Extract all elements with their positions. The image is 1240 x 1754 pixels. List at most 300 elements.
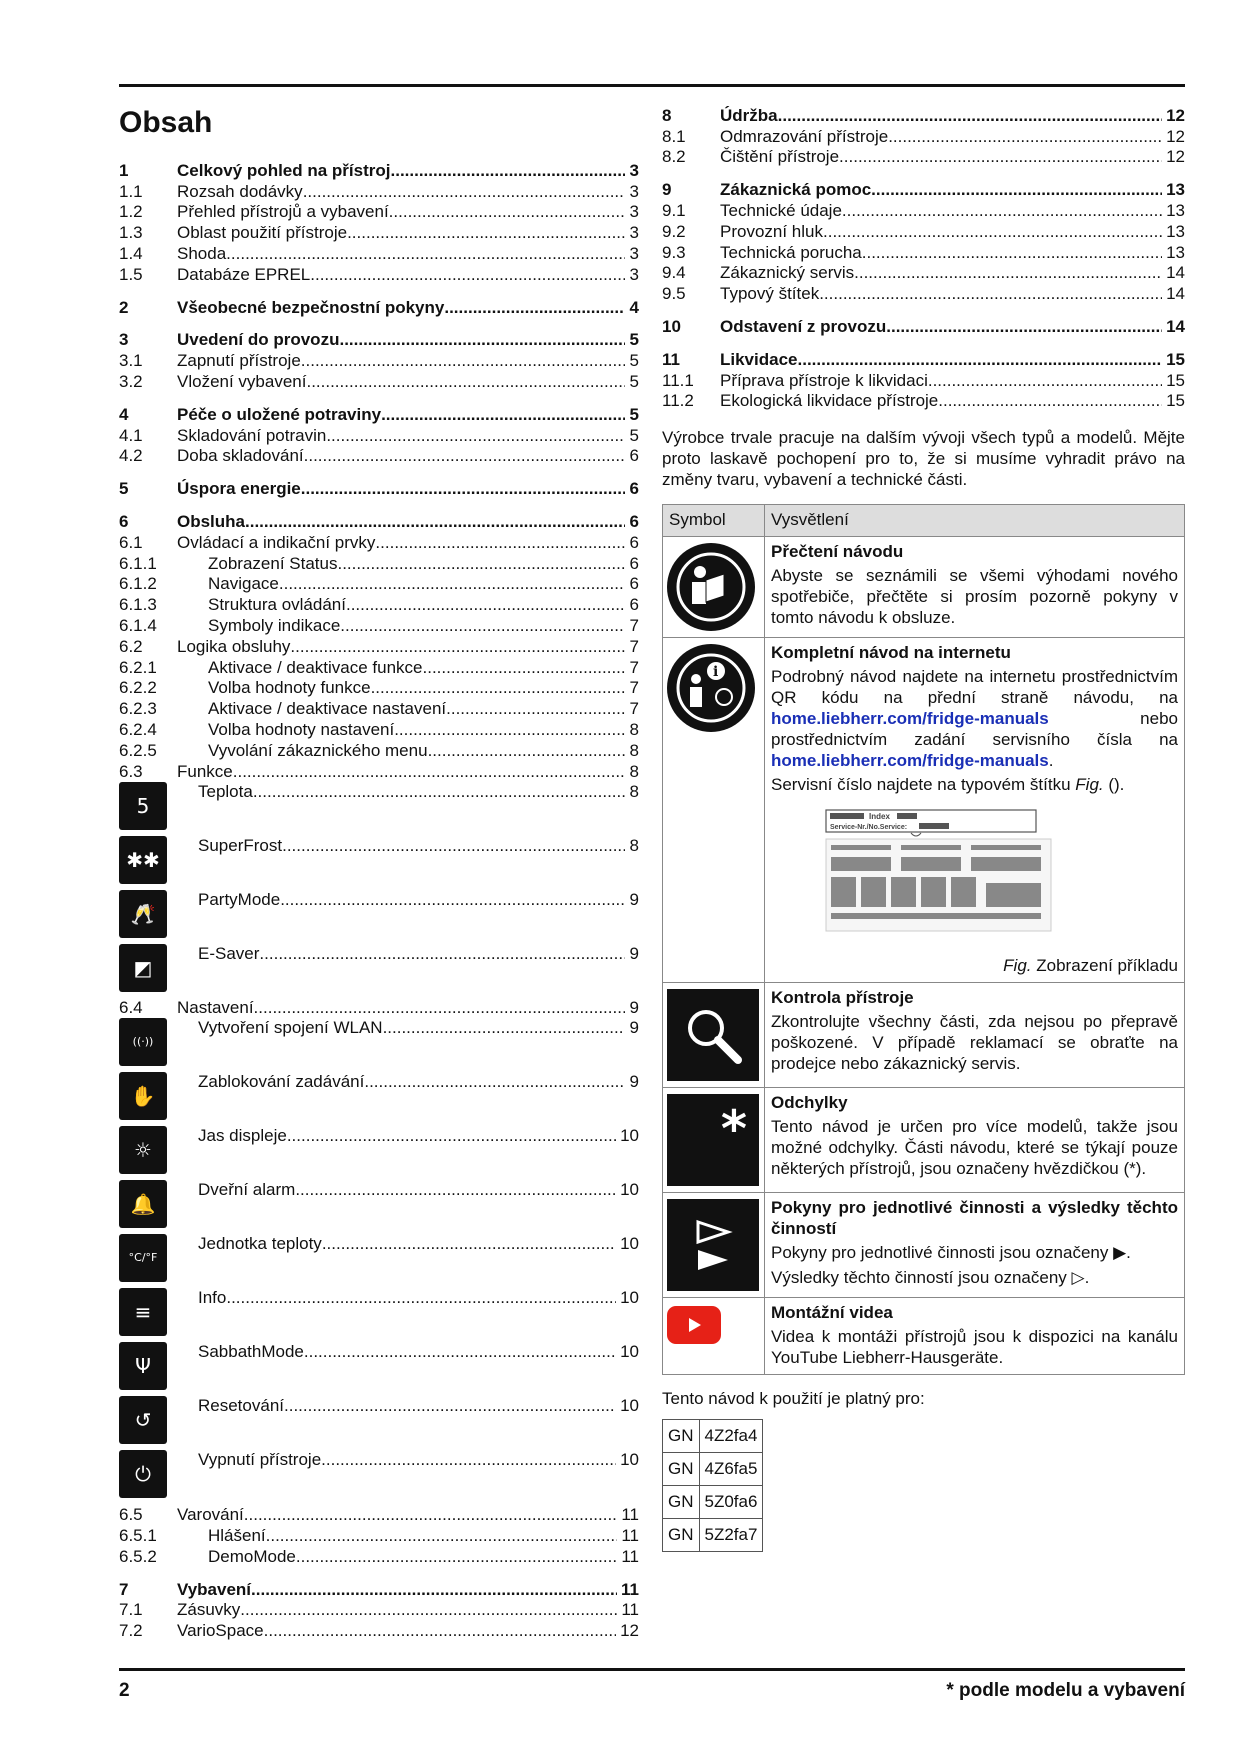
toc-entry-superfrost[interactable] xyxy=(119,836,639,890)
toc-leader xyxy=(819,284,1162,304)
toc-label: Vybavení xyxy=(177,1579,252,1599)
toc-leader xyxy=(303,182,625,202)
toc-label: Provozní hluk xyxy=(720,221,823,241)
toc-label: Typový štítek xyxy=(720,284,820,304)
door-alarm-icon: 🔔 xyxy=(119,1180,167,1228)
toc-page: 11 xyxy=(621,1579,639,1599)
toc-entry-sabbathmode[interactable] xyxy=(119,1342,639,1396)
toc-leader xyxy=(245,512,625,532)
toc-leader xyxy=(254,998,625,1018)
toc-leader xyxy=(301,479,625,499)
toc-leader xyxy=(839,147,1162,167)
sabbathmode-icon: Ψ xyxy=(119,1342,167,1390)
symbol-table: Symbol Vysvětlení Přečtení návodu Abyste se seznámili se všemi výhodami nového spotřebiče, přečtěte si prosím pozorně pokyny v tomto návodu k obsluze. i Kompletní návod na internetu Podrobný návod najdete na internetu prostřednictvím QR kódu na přední straně návodu, na home.liebherr.com/fridge-manuals nebo prostřednictvím zadání servisního čísla na home.liebherr.com/fridge-manuals. Servisní číslo najdete na typovém štítku Fig. (). Index Service-Nr./No.Service: Fig. Zobrazení příkladu Kontrola přístroje Zkontrolujte všechny části, zda nejsou po přepravě poškozené. V případě reklamací se obraťte na prodejce nebo zákaznický servis. * Odchylky Tento návod je určen pro více modelů, takže jsou možné odchylky. Části návodu, které se týkají pouze některých přístrojů, jsou označeny hvězdičkou (*). Pokyny pro jednotlivé činnosti a výsledky těchto činností Pokyny pro jednotlivé činnosti jsou označeny ▶. Výsledky těchto činností jsou označeny ▷. Montážní videa Videa k montáži přístrojů jsou k dispozici na kanálu YouTube Liebherr-Hausgeräte. xyxy=(662,504,1185,1375)
toc-number: 1.4 xyxy=(119,243,143,263)
toc-label: Aktivace / deaktivace nastavení xyxy=(208,699,447,719)
model-row xyxy=(663,1453,763,1486)
toc-label: Odstavení z provozu xyxy=(720,316,887,336)
toc-page: 11 xyxy=(621,1525,639,1545)
online-manual-heading: Kompletní návod na internetu xyxy=(771,643,1011,663)
toc-entry[interactable] xyxy=(119,202,639,223)
toc-page: 6 xyxy=(629,574,639,594)
toc-entry[interactable] xyxy=(662,242,1185,263)
toc-number: 8 xyxy=(662,105,672,125)
top-rule xyxy=(119,84,1185,87)
toc-leader xyxy=(346,595,625,615)
toc-entry[interactable] xyxy=(662,349,1185,370)
toc-entry[interactable] xyxy=(119,478,639,499)
toc-page: 13 xyxy=(1166,180,1185,200)
toc-leader xyxy=(280,890,625,910)
toc-label: Technická porucha xyxy=(720,242,862,262)
toc-number: 6.5 xyxy=(119,1505,143,1525)
toc-label: Úspora energie xyxy=(177,479,301,499)
toc-entry[interactable] xyxy=(662,263,1185,284)
toc-entry-e-saver[interactable] xyxy=(119,944,639,998)
toc-label: Vložení vybavení xyxy=(177,371,307,391)
toc-entry[interactable] xyxy=(119,636,639,657)
toc-leader xyxy=(337,554,625,574)
toc-leader xyxy=(226,244,625,264)
toc-page: 5 xyxy=(629,371,639,391)
youtube-icon xyxy=(667,1306,721,1344)
toc-leader xyxy=(444,298,625,318)
toc-number: 6.2.2 xyxy=(119,678,157,698)
toc-page: 6 xyxy=(629,479,639,499)
toc-leader xyxy=(823,222,1162,242)
toc-number: 9.4 xyxy=(662,263,686,283)
toc-label: Zablokování zadávání xyxy=(198,1072,365,1092)
toc-page: 6 xyxy=(629,511,639,531)
toc-label: VarioSpace xyxy=(177,1621,264,1641)
toc-page: 10 xyxy=(620,1180,639,1200)
toc-entry[interactable] xyxy=(119,761,639,782)
toc-label: Doba skladování xyxy=(177,446,304,466)
toc-entry[interactable] xyxy=(119,594,639,615)
toc-leader xyxy=(938,391,1162,411)
toc-entry-partymode[interactable] xyxy=(119,890,639,944)
toc-number: 4 xyxy=(119,404,129,424)
toc-page: 6 xyxy=(629,446,639,466)
toc-number: 9.2 xyxy=(662,221,686,241)
toc-leader xyxy=(244,1505,618,1525)
type-plate-figure xyxy=(821,805,1061,955)
toc-page: 10 xyxy=(620,1396,639,1416)
toc-label: Čištění přístroje xyxy=(720,147,840,167)
toc-entry[interactable] xyxy=(662,370,1185,391)
toc-entry[interactable] xyxy=(662,147,1185,168)
toc-entry[interactable] xyxy=(662,283,1185,304)
toc-leader xyxy=(306,372,625,392)
steps-heading: Pokyny pro jednotlivé činnosti a výsledky těchto činností xyxy=(771,1198,1178,1239)
toc-number: 3.2 xyxy=(119,371,143,391)
toc-page: 9 xyxy=(629,1072,639,1092)
model-series: GN xyxy=(663,1453,700,1486)
online-manual-icon xyxy=(667,644,755,732)
toc-number: 7.2 xyxy=(119,1621,143,1641)
temperature-unit-icon: °C/°F xyxy=(119,1234,167,1282)
toc-leader xyxy=(304,1342,616,1362)
toc-page: 10 xyxy=(620,1450,639,1470)
toc-number: 6.5.1 xyxy=(119,1525,157,1545)
toc-page: 15 xyxy=(1166,370,1185,390)
toc-leader xyxy=(279,574,625,594)
figure-caption-fig: Fig. xyxy=(1003,956,1032,976)
toc-page: 15 xyxy=(1166,349,1185,369)
toc-number: 6.2.3 xyxy=(119,699,157,719)
footer-note: * podle modelu a vybavení xyxy=(946,1680,1185,1701)
toc-label: Zákaznický servis xyxy=(720,263,855,283)
toc-page: 10 xyxy=(620,1288,639,1308)
toc-entry[interactable] xyxy=(119,330,639,351)
toc-page: 7 xyxy=(629,636,639,656)
models-table xyxy=(662,1419,763,1552)
toc-entry[interactable] xyxy=(119,1525,639,1546)
toc-leader xyxy=(394,720,625,740)
toc-entry[interactable] xyxy=(119,678,639,699)
toc-leader xyxy=(446,699,625,719)
model-row xyxy=(663,1486,763,1519)
toc-leader xyxy=(304,446,625,466)
steps-text-2: Výsledky těchto činností jsou označeny ▷. xyxy=(771,1268,1090,1288)
toc-entry[interactable] xyxy=(119,297,639,318)
toc-page: 10 xyxy=(620,1234,639,1254)
toc-label: Zásuvky xyxy=(177,1600,241,1620)
toc-leader xyxy=(842,201,1162,221)
toc-number: 6.2.5 xyxy=(119,740,157,760)
toc-leader xyxy=(240,1600,617,1620)
toc-entry[interactable] xyxy=(119,998,639,1019)
toc-leader xyxy=(389,202,625,222)
toc-entry[interactable] xyxy=(119,222,639,243)
toc-number: 8.2 xyxy=(662,147,686,167)
toc-leader xyxy=(264,1621,616,1641)
toc-leader xyxy=(233,762,625,782)
type-plate-index-label: Index xyxy=(869,812,890,822)
toc-entry[interactable] xyxy=(662,179,1185,200)
toc-entry[interactable] xyxy=(119,1620,639,1641)
toc-page: 9 xyxy=(629,943,639,963)
toc-leader xyxy=(290,637,625,657)
toc-label: Ekologická likvidace přístroje xyxy=(720,391,939,411)
toc-number: 11.2 xyxy=(662,391,694,411)
toc-label: Funkce xyxy=(177,761,233,781)
toc-entry[interactable] xyxy=(119,615,639,636)
toc-number: 3 xyxy=(119,330,129,350)
model-code: 5Z0fa6 xyxy=(699,1486,763,1519)
toc-entry[interactable] xyxy=(662,200,1185,221)
toc-number: 6.2 xyxy=(119,636,143,656)
toc-number: 9.5 xyxy=(662,284,686,304)
toc-entry[interactable] xyxy=(119,160,639,181)
toc-label: DemoMode xyxy=(208,1546,296,1566)
toc-leader xyxy=(798,350,1163,370)
toc-entry-wlan[interactable] xyxy=(119,1018,639,1072)
toc-label: Volba hodnoty funkce xyxy=(208,678,371,698)
toc-page: 5 xyxy=(629,404,639,424)
toc-leader xyxy=(301,351,625,371)
toc-page: 8 xyxy=(629,781,639,801)
toc-page: 7 xyxy=(629,657,639,677)
toc-label: Přehled přístrojů a vybavení xyxy=(177,202,389,222)
toc-entry[interactable] xyxy=(662,105,1185,126)
toc-page: 13 xyxy=(1166,242,1185,262)
toc-entry[interactable] xyxy=(119,425,639,446)
model-code: 4Z2fa4 xyxy=(699,1420,763,1453)
toc-leader xyxy=(284,1396,616,1416)
online-manual-text-1: Podrobný návod najdete na internetu prostřednictvím QR kódu na přední straně návodu, na xyxy=(771,667,1178,708)
toc-label: Rozsah dodávky xyxy=(177,181,303,201)
toc-page: 11 xyxy=(621,1600,639,1620)
toc-page: 9 xyxy=(629,889,639,909)
toc-leader xyxy=(886,317,1162,337)
toc-page: 7 xyxy=(629,699,639,719)
toc-label: Vytvoření spojení WLAN xyxy=(198,1018,383,1038)
read-manual-icon xyxy=(667,543,755,631)
toc-page: 11 xyxy=(621,1546,639,1566)
toc-leader xyxy=(371,678,625,698)
toc-page: 12 xyxy=(1166,105,1185,125)
manual-link-1[interactable]: home.liebherr.com/fridge-manuals xyxy=(771,709,1049,729)
toc-list-right xyxy=(662,105,1185,411)
device-check-text: Zkontrolujte všechny části, zda nejsou po přepravě poškozené. V případě reklamací se obraťte na prodejce nebo zákaznický servis. xyxy=(771,1012,1178,1074)
toc-number: 7 xyxy=(119,1579,129,1599)
toc-entry[interactable] xyxy=(119,1600,639,1621)
toc-number: 11.1 xyxy=(662,370,694,390)
toc-page: 6 xyxy=(629,532,639,552)
toc-leader xyxy=(339,330,625,350)
toc-entry[interactable] xyxy=(662,221,1185,242)
toc-entry-reset[interactable] xyxy=(119,1396,639,1450)
bottom-rule xyxy=(119,1668,1185,1671)
magnifier-icon xyxy=(667,989,759,1081)
toc-page: 7 xyxy=(629,615,639,635)
toc-leader xyxy=(381,405,625,425)
toc-label: Dveřní alarm xyxy=(198,1180,296,1200)
superfrost-icon: ✱✱ xyxy=(119,836,167,884)
wlan-icon: ((·)) xyxy=(119,1018,167,1066)
toc-number: 1.1 xyxy=(119,181,143,201)
toc-entry[interactable] xyxy=(119,350,639,371)
videos-heading: Montážní videa xyxy=(771,1303,893,1323)
toc-leader xyxy=(871,180,1162,200)
toc-entry[interactable] xyxy=(119,532,639,553)
toc-number: 4.2 xyxy=(119,446,143,466)
toc-label: Vypnutí přístroje xyxy=(198,1450,322,1470)
toc-label: Obsluha xyxy=(177,511,246,531)
input-lock-icon: ✋ xyxy=(119,1072,167,1120)
toc-number: 6.1.2 xyxy=(119,574,157,594)
toc-leader xyxy=(423,658,625,678)
toc-leader xyxy=(226,1288,616,1308)
read-manual-text: Abyste se seznámili se všemi výhodami nového spotřebiče, přečtěte si prosím pozorně pokyny v tomto návodu k obsluze. xyxy=(771,566,1178,628)
toc-entry[interactable] xyxy=(119,1504,639,1525)
toc-label: Shoda xyxy=(177,243,227,263)
manual-link-2[interactable]: home.liebherr.com/fridge-manuals xyxy=(771,751,1049,771)
toc-entry-display-brightness[interactable] xyxy=(119,1126,639,1180)
toc-number: 1.3 xyxy=(119,223,143,243)
toc-page: 3 xyxy=(629,223,639,243)
toc-page: 3 xyxy=(629,264,639,284)
toc-page: 3 xyxy=(629,243,639,263)
toc-left-column xyxy=(119,88,639,1641)
toc-entry[interactable] xyxy=(119,404,639,425)
toc-entry[interactable] xyxy=(662,316,1185,337)
toc-page: 12 xyxy=(1166,147,1185,167)
model-row xyxy=(663,1519,763,1552)
toc-leader xyxy=(321,1450,616,1470)
toc-number: 6.5.2 xyxy=(119,1546,157,1566)
toc-leader xyxy=(862,243,1162,263)
toc-entry[interactable] xyxy=(119,719,639,740)
toc-label: Nastavení xyxy=(177,998,254,1018)
toc-entry[interactable] xyxy=(119,264,639,285)
toc-label: Symboly indikace xyxy=(208,615,341,635)
page-title: Obsah xyxy=(119,106,213,139)
toc-page: 10 xyxy=(620,1126,639,1146)
toc-entry-power-off[interactable] xyxy=(119,1450,639,1504)
toc-page: 8 xyxy=(629,761,639,781)
toc-page: 3 xyxy=(629,160,639,180)
toc-leader xyxy=(364,1072,625,1092)
toc-page: 8 xyxy=(629,740,639,760)
toc-page: 11 xyxy=(621,1505,639,1525)
right-column xyxy=(662,88,1185,1552)
toc-number: 10 xyxy=(662,316,681,336)
toc-page: 6 xyxy=(629,553,639,573)
toc-number: 6.4 xyxy=(119,998,143,1018)
step-arrows-icon xyxy=(667,1199,759,1291)
temperature-display-icon: 5 xyxy=(119,782,167,830)
toc-page: 10 xyxy=(620,1342,639,1362)
model-code: 4Z6fa5 xyxy=(699,1453,763,1486)
toc-label: Technické údaje xyxy=(720,200,842,220)
toc-page: 4 xyxy=(629,297,639,317)
toc-label: SuperFrost xyxy=(198,835,283,855)
toc-leader xyxy=(326,426,625,446)
toc-entry[interactable] xyxy=(119,511,639,532)
toc-page: 3 xyxy=(629,181,639,201)
steps-text-1: Pokyny pro jednotlivé činnosti jsou označeny ▶. xyxy=(771,1243,1131,1263)
toc-entry[interactable] xyxy=(119,181,639,202)
partymode-icon: 🥂 xyxy=(119,890,167,938)
toc-page: 13 xyxy=(1166,221,1185,241)
toc-label: Zapnutí přístroje xyxy=(177,351,301,371)
toc-leader xyxy=(928,371,1162,391)
toc-number: 11 xyxy=(662,349,680,369)
toc-label: Info xyxy=(198,1288,227,1308)
toc-page: 9 xyxy=(629,1018,639,1038)
toc-page: 9 xyxy=(629,998,639,1018)
toc-number: 6.1.4 xyxy=(119,615,157,635)
type-plate-service-label: Service-Nr./No.Service: xyxy=(830,824,908,832)
toc-number: 9 xyxy=(662,180,672,200)
toc-label: Databáze EPREL xyxy=(177,264,311,284)
toc-entry[interactable] xyxy=(662,126,1185,147)
toc-entry-info[interactable] xyxy=(119,1288,639,1342)
deviations-text: Tento návod je určen pro více modelů, takže jsou možné odchylky. Části návodu, které se týkají pouze některých přístrojů, jsou označeny hvězdičkou (*). xyxy=(771,1117,1178,1179)
toc-leader xyxy=(428,741,625,761)
toc-page: 12 xyxy=(620,1621,639,1641)
deviations-heading: Odchylky xyxy=(771,1093,848,1113)
toc-entry-temperature-unit[interactable] xyxy=(119,1234,639,1288)
toc-entry[interactable] xyxy=(119,1579,639,1600)
power-off-icon: ⏻ xyxy=(119,1450,167,1498)
toc-label: Oblast použití přístroje xyxy=(177,223,348,243)
toc-entry[interactable] xyxy=(119,371,639,392)
toc-number: 2 xyxy=(119,297,129,317)
toc-entry[interactable] xyxy=(119,657,639,678)
toc-number: 5 xyxy=(119,479,129,499)
toc-label: Ovládací a indikační prvky xyxy=(177,532,376,552)
toc-entry[interactable] xyxy=(119,446,639,467)
toc-leader xyxy=(310,265,625,285)
service-number-text: Servisní číslo najdete na typovém štítku xyxy=(771,775,1071,795)
toc-number: 6.1.3 xyxy=(119,595,157,615)
toc-label: Struktura ovládání xyxy=(208,595,346,615)
toc-label: Hlášení xyxy=(208,1525,266,1545)
toc-entry[interactable] xyxy=(119,574,639,595)
toc-label: Uvedení do provozu xyxy=(177,330,340,350)
toc-entry-door-alarm[interactable] xyxy=(119,1180,639,1234)
videos-text: Videa k montáži přístrojů jsou k dispozici na kanálu YouTube Liebherr-Hausgeräte. xyxy=(771,1327,1178,1368)
toc-label: Vyvolání zákaznického menu xyxy=(208,740,428,760)
toc-page: 14 xyxy=(1166,284,1185,304)
valid-for-text: Tento návod k použití je platný pro: xyxy=(662,1389,925,1409)
toc-entry[interactable] xyxy=(119,698,639,719)
toc-page: 5 xyxy=(629,351,639,371)
toc-number: 6.3 xyxy=(119,761,143,781)
toc-label: Zobrazení Status xyxy=(208,553,338,573)
model-series: GN xyxy=(663,1486,700,1519)
toc-number: 7.1 xyxy=(119,1600,143,1620)
toc-page: 12 xyxy=(1166,126,1185,146)
toc-page: 3 xyxy=(629,202,639,222)
toc-number: 6.1.1 xyxy=(119,553,157,573)
toc-entry[interactable] xyxy=(119,740,639,761)
toc-number: 6.1 xyxy=(119,532,143,552)
toc-label: Aktivace / deaktivace funkce xyxy=(208,657,423,677)
toc-label: SabbathMode xyxy=(198,1342,304,1362)
toc-label: Resetování xyxy=(198,1396,284,1416)
toc-leader xyxy=(375,533,625,553)
toc-leader xyxy=(888,127,1162,147)
toc-leader xyxy=(251,1580,617,1600)
toc-entry[interactable] xyxy=(119,243,639,264)
toc-number: 1.5 xyxy=(119,264,143,284)
toc-entry[interactable] xyxy=(119,1546,639,1567)
toc-entry-temperature-display[interactable] xyxy=(119,782,639,836)
toc-number: 1 xyxy=(119,160,129,180)
toc-label: Zákaznická pomoc xyxy=(720,180,872,200)
asterisk-icon: * xyxy=(667,1094,759,1186)
toc-label: Varování xyxy=(177,1505,244,1525)
model-series: GN xyxy=(663,1420,700,1453)
toc-label: Teplota xyxy=(198,781,253,801)
toc-entry-input-lock[interactable] xyxy=(119,1072,639,1126)
toc-entry[interactable] xyxy=(662,391,1185,412)
toc-leader xyxy=(287,1126,616,1146)
toc-entry[interactable] xyxy=(119,553,639,574)
reset-icon: ↺ xyxy=(119,1396,167,1444)
toc-number: 6 xyxy=(119,511,129,531)
toc-list-left xyxy=(119,160,639,1641)
toc-page: 8 xyxy=(629,719,639,739)
toc-leader xyxy=(259,944,625,964)
figure-caption: Zobrazení příkladu xyxy=(1036,956,1178,976)
toc-number: 6.2.1 xyxy=(119,657,157,677)
toc-leader xyxy=(778,106,1162,126)
